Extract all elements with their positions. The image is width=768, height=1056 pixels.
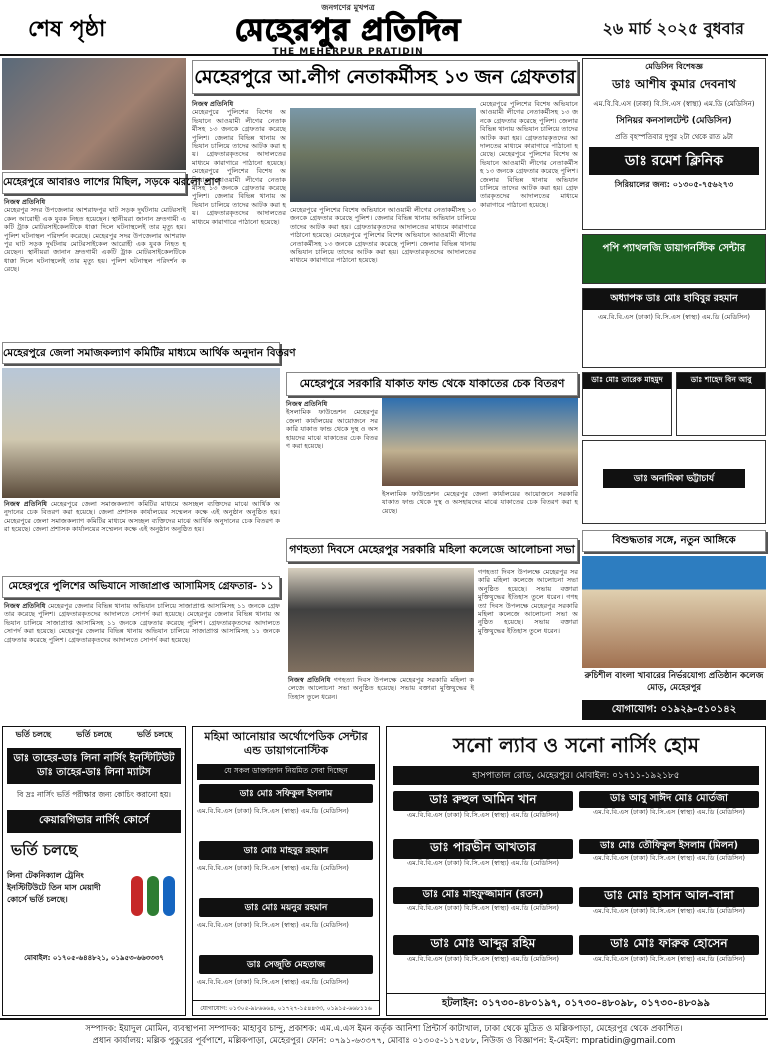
- mohima-doctor1: ডাঃ মোঃ সফিকুল ইসলাম: [199, 784, 373, 803]
- genocide-body: গণহত্যা দিবস উপলক্ষে মেহেরপুর সরকারি মহিলা কলেজে আলোচনা সভা অনুষ্ঠিত হয়েছে। সভায় বক্তারা মুক্তিযুদ্ধের ইতিহাস তুলে ধরেন।: [478, 568, 578, 602]
- hotel-caption: রুচিশীল বাংলা খাবারের নির্ভরযোগ্য প্রতিষ্ঠান কলেজ মোড়, মেহেরপুর: [584, 671, 764, 693]
- zakat-text-2: [382, 490, 578, 530]
- sono-doctor1-info: এম.বি.বি.এস (ঢাকা) বি.সি.এস (স্বাস্থ্য) এম.ডি (মেডিসিন): [407, 811, 559, 819]
- sono-doctor5-info: এম.বি.বি.এস (ঢাকা) বি.সি.এস (স্বাস্থ্য) এম.ডি (মেডিসিন): [407, 904, 559, 912]
- hotel-photo: [582, 556, 766, 668]
- sono-doctor4: ডাঃ মোঃ তৌফিকুল ইসলাম (মিলন): [579, 839, 759, 854]
- doctor1-schedule: প্রতি বৃহস্পতিবার দুপুর ২টা থেকে রাত ৯টা: [615, 133, 733, 141]
- welfare-body: মেহেরপুরে জেলা সমাজকল্যাণ কমিটির মাধ্যমে অসচ্ছল ব্যক্তিদের মাঝে আর্থিক অনুদানের চেক বিতরণ করা হয়েছে। জেলা প্রশাসক কার্যালয়ের সম্মেলন কক্ষে এই অনুষ্ঠান অনুষ্ঠিত হয়।: [4, 500, 280, 517]
- arrest-body-5: মেহেরপুরে পুলিশের বিশেষ অভিযানে আওয়ামী লীগের নেতাকর্মীসহ ১৩ জনকে গ্রেফতার করেছে পুলিশ। জেলার বিভিন্ন থানায় অভিযান চালিয়ে তাদের আটক করা হয়। গ্রেফতারকৃতদের আদালতের মাধ্যমে কারাগারে পাঠানো হয়েছে।: [290, 206, 476, 240]
- nursing-title-2: ডাঃ তাহের-ডাঃ লিনা ম্যাটস: [37, 767, 151, 778]
- admit-label-3: ভর্তি চলছে: [136, 730, 173, 739]
- doctor1-position: সিনিয়র কনসালটেন্ট (মেডিসিন): [616, 116, 732, 126]
- doctor3-name: ডাঃ মোঃ তারেক মাহমুদ: [583, 373, 671, 389]
- admit-label-1: ভর্তি চলছে: [15, 730, 52, 739]
- newspaper-logo: [198, 2, 498, 57]
- institute-logo: [121, 870, 181, 930]
- sono-doctor8-info: এম.বি.বি.এস (ঢাকা) বি.সি.এস (স্বাস্থ্য) এম.ডি (মেডিসিন): [593, 955, 745, 963]
- admit-label-2: ভর্তি চলছে: [76, 730, 112, 739]
- clinic-name: ডাঃ রমেশ ক্লিনিক: [589, 147, 759, 175]
- sono-hotline: হটলাইন: ০১৭৩০-৪৮০১৯৭, ০১৭৩০-৪৮০৯৮, ০১৭৩০-৪৮০৯৯: [387, 993, 765, 1015]
- mohima-doctor1-info: এম.বি.বি.এস (ঢাকা) বি.সি.এস (স্বাস্থ্য) এম.ডি (মেডিসিন): [197, 807, 349, 815]
- byline: নিজস্ব প্রতিনিধি: [286, 400, 328, 408]
- genocide-headline: গণহত্যা দিবসে মেহেরপুর সরকারি মহিলা কলেজে আলোচনা সভা: [286, 538, 578, 562]
- sono-doctor7-card: [393, 935, 573, 977]
- sono-doctor7-info: এম.বি.বি.এস (ঢাকা) বি.সি.এস (স্বাস্থ্য) এম.ডি (মেডিসিন): [407, 955, 559, 963]
- ramesh-clinic-ad: [582, 58, 766, 230]
- caregiver-text: লিনা টেকনিক্যাল ট্রেনিং ইনস্টিটিউটে তিন মাস মেয়াদী কোর্সে ভর্তি চলছে।: [7, 871, 101, 904]
- byline: নিজস্ব প্রতিনিধি: [4, 500, 47, 508]
- anamika-ad: [582, 440, 766, 524]
- arrest-text-col2: [290, 206, 476, 338]
- mohima-doctor2-info: এম.বি.বি.এস (ঢাকা) বি.সি.এস (স্বাস্থ্য) এম.ডি (মেডিসিন): [197, 864, 349, 872]
- police-headline: মেহেরপুরে পুলিশের অভিযানে সাজাপ্রাপ্ত আসামিসহ গ্রেফতার- ১১: [2, 576, 280, 598]
- masthead: [0, 0, 768, 56]
- diagnostic-name: পপি প্যাথলজি ডায়াগনস্টিক সেন্টার: [602, 243, 746, 254]
- issue-date: ২৬ মার্চ ২০২৫ বুধবার: [602, 19, 744, 38]
- shahed-ad: [676, 372, 766, 436]
- police-text: [4, 602, 280, 720]
- byline: নিজস্ব প্রতিনিধি: [4, 602, 46, 610]
- mohima-doctor3-info: এম.বি.বি.এস (ঢাকা) বি.সি.এস (স্বাস্থ্য) এম.ডি (মেডিসিন): [197, 921, 349, 929]
- logo-name: মেহেরপুর প্রতিদিন: [234, 13, 462, 48]
- funeral-body-cont: মেহেরপুর সদর উপজেলার আশরাফপুর ঘাট সড়ক দুর্ঘটনায় মোটরসাইকেল আরোহী এক যুবক নিহত হয়েছেন। স্থানীয়রা জানান দ্রুতগামী একটি ট্রাক মোটরসাইকেলটিকে ধাক্কা দিলে ঘটনাস্থলেই তার মৃত্যু হয়। পুলিশ ঘটনাস্থল পরিদর্শন করেছে।: [4, 231, 186, 274]
- byline: নিজস্ব প্রতিনিধি: [192, 100, 234, 108]
- caregiver-title: কেয়ারগিভার নার্সিং কোর্সে: [7, 810, 181, 833]
- sono-doctor3: ডাঃ পারভীন আখতার: [393, 839, 573, 859]
- zakat-photo: [382, 398, 578, 486]
- caregiver-admit: ভর্তি চলছে: [11, 841, 78, 859]
- zakat-headline: মেহেরপুরে সরকারি যাকাত ফান্ড থেকে যাকাতের চেক বিতরণ: [286, 372, 578, 396]
- sono-doctor8: ডাঃ মোঃ ফারুক হোসেন: [579, 935, 759, 955]
- doctor1-degree: এম.বি.বি.এস (ঢাকা) বি.সি.এস (স্বাস্থ্য) এম.ডি (মেডিসিন): [593, 100, 755, 108]
- habibur-ad: [582, 288, 766, 368]
- sono-doctor6-card: [579, 887, 759, 929]
- hotel-headline: বিশুদ্ধতার সঙ্গে, নতুন আঙ্গিকে: [582, 530, 766, 552]
- genocide-body-3: গণহত্যা দিবস উপলক্ষে মেহেরপুর সরকারি মহিলা কলেজে আলোচনা সভা অনুষ্ঠিত হয়েছে। সভায় বক্তারা মুক্তিযুদ্ধের ইতিহাস তুলে ধরেন।: [288, 676, 474, 701]
- doctor1-name: ডাঃ আশীষ কুমার দেবনাথ: [612, 77, 736, 91]
- arrest-body-4: মেহেরপুরে পুলিশের বিশেষ অভিযানে আওয়ামী লীগের নেতাকর্মীসহ ১৩ জনকে গ্রেফতার করেছে পুলিশ। জেলার বিভিন্ন থানায় অভিযান চালিয়ে তাদের আটক করা হয়। গ্রেফতারকৃতদের আদালতের মাধ্যমে কারাগারে পাঠানো হয়েছে।: [480, 150, 578, 209]
- diagnostic-ad: [582, 234, 766, 284]
- logo-english: THE MEHERPUR PRATIDIN: [272, 47, 424, 57]
- nursing-title-1: ডাঃ তাহের-ডাঃ লিনা নার্সিং ইনস্টিটিউট: [13, 753, 175, 764]
- sono-doctor6: ডাঃ মোঃ হাসান আল-বান্না: [579, 887, 759, 907]
- zakat-text: [286, 400, 378, 530]
- doctor2-name: অধ্যাপক ডাঃ মোঃ হাবিবুর রহমান: [583, 289, 765, 310]
- byline: নিজস্ব প্রতিনিধি: [4, 198, 46, 206]
- mohima-doctor2: ডাঃ মোঃ মাহবুর রহমান: [199, 841, 373, 860]
- mohima-title: মহিমা আনোয়ার অর্থোপেডিক সেন্টার এন্ড ডায়াগনোস্টিক: [204, 730, 368, 757]
- welfare-text: [4, 500, 280, 572]
- funeral-photo: [2, 58, 186, 170]
- caregiver-contact: মোবাইল: ০১৭০৫-৬৪৪৮২১, ০১৯৫৩-৬৬৩৩৩৭: [24, 954, 164, 962]
- funeral-text: [4, 198, 186, 338]
- page-label: শেষ পৃষ্ঠা: [28, 17, 106, 42]
- sono-ad: [386, 726, 766, 1016]
- sono-doctor4-card: [579, 839, 759, 881]
- nursing-ad: [2, 726, 186, 1016]
- genocide-text: [478, 568, 578, 720]
- nursing-note: বি দ্রঃ নার্সিং ভর্তি পরীক্ষার জন্য কোচিং করানো হয়।: [17, 790, 171, 799]
- mohima-doctor4-info: এম.বি.বি.এস (ঢাকা) বি.সি.এস (স্বাস্থ্য) এম.ডি (মেডিসিন): [197, 978, 349, 986]
- imprint-line-1: সম্পাদক: ইয়াদুল মোমিন, ব্যবস্থাপনা সম্পাদক: মাহাবুব চান্দু, প্রকাশক: এম.এ.এস ইমন কর্তৃক আনিশা প্রিন্টার্স কাটাখাল, ঢাকা থেকে মুদ্রিত ও মল্লিকপাড়া, মেহেরপুর থেকে প্রকাশিত।: [85, 1024, 683, 1034]
- tarek-ad: [582, 372, 672, 436]
- doctor4-name: ডাঃ শাহেদ বিন আবু: [677, 373, 765, 389]
- sono-doctor5: ডাঃ মোঃ মাহফুজ্জামান (রতন): [393, 887, 573, 904]
- logo-tagline: জনগণের মুখপত্র: [321, 3, 375, 12]
- arrest-body: মেহেরপুরে পুলিশের বিশেষ অভিযানে আওয়ামী লীগের নেতাকর্মীসহ ১৩ জনকে গ্রেফতার করেছে পুলিশ। জেলার বিভিন্ন থানায় অভিযান চালিয়ে তাদের আটক করা হয়। গ্রেফতারকৃতদের আদালতের মাধ্যমে কারাগারে পাঠানো হয়েছে।: [192, 108, 286, 167]
- arrest-body-2: মেহেরপুরে পুলিশের বিশেষ অভিযানে আওয়ামী লীগের নেতাকর্মীসহ ১৩ জনকে গ্রেফতার করেছে পুলিশ। জেলার বিভিন্ন থানায় অভিযান চালিয়ে তাদের আটক করা হয়। গ্রেফতারকৃতদের আদালতের মাধ্যমে কারাগারে পাঠানো হয়েছে।: [192, 167, 286, 226]
- mohima-contact: যোগাযোগ: ০১৩০৫-৯৮৬৬৬৪, ০১৭২৭-১৫৪৪৩৩, ০১৯১৫-৬৬৮১১৬: [193, 1000, 379, 1014]
- hotel-contact: যোগাযোগ: ০১৯২৯-৫১০১৪২: [582, 700, 766, 720]
- clinic-contact: সিরিয়ালের জন্য: ০১৩০৫-৭৫৬২৭৩: [614, 180, 734, 189]
- arrest-headline: মেহেরপুরে আ.লীগ নেতাকর্মীসহ ১৩ জন গ্রেফতার: [192, 60, 578, 94]
- welfare-body-2: মেহেরপুরে জেলা সমাজকল্যাণ কমিটির মাধ্যমে অসচ্ছল ব্যক্তিদের মাঝে আর্থিক অনুদানের চেক বিতরণ করা হয়েছে। জেলা প্রশাসক কার্যালয়ের সম্মেলন কক্ষে এই অনুষ্ঠান অনুষ্ঠিত হয়।: [4, 516, 280, 534]
- sono-doctor3-card: [393, 839, 573, 881]
- doctor5-name: ডাঃ অনামিকা ভট্টাচার্য: [603, 469, 745, 488]
- sono-doctor7: ডাঃ মোঃ আব্দুর রহিম: [393, 935, 573, 955]
- clinic-specialty: মেডিসিন বিশেষজ্ঞ: [645, 62, 703, 71]
- mohima-ad: [192, 726, 380, 1016]
- welfare-photo: [2, 368, 280, 498]
- doctor2-details: এম.বি.বি.এস (ঢাকা) বি.সি.এস (স্বাস্থ্য) এম.ডি (মেডিসিন): [598, 313, 750, 321]
- arrest-body-3: মেহেরপুরে পুলিশের বিশেষ অভিযানে আওয়ামী লীগের নেতাকর্মীসহ ১৩ জনকে গ্রেফতার করেছে পুলিশ। জেলার বিভিন্ন থানায় অভিযান চালিয়ে তাদের আটক করা হয়। গ্রেফতারকৃতদের আদালতের মাধ্যমে কারাগারে পাঠানো হয়েছে।: [480, 100, 578, 159]
- arrest-text-col1: [192, 100, 286, 338]
- sono-doctor4-info: এম.বি.বি.এস (ঢাকা) বি.সি.এস (স্বাস্থ্য) এম.ডি (মেডিসিন): [593, 854, 745, 862]
- byline: নিজস্ব প্রতিনিধি: [288, 676, 331, 684]
- funeral-headline: মেহেরপুরে আবারও লাশের মিছিল, সড়কে ঝরলো প্রাণ: [2, 172, 186, 194]
- mohima-doctor4: ডাঃ সেজুতি মেহতাজ: [199, 955, 373, 974]
- arrest-body-6: মেহেরপুরে পুলিশের বিশেষ অভিযানে আওয়ামী লীগের নেতাকর্মীসহ ১৩ জনকে গ্রেফতার করেছে পুলিশ। জেলার বিভিন্ন থানায় অভিযান চালিয়ে তাদের আটক করা হয়। গ্রেফতারকৃতদের আদালতের মাধ্যমে কারাগারে পাঠানো হয়েছে।: [290, 231, 476, 265]
- sono-doctor1-card: [393, 791, 573, 833]
- sono-doctor1: ডাঃ রুহুল আমিন খান: [393, 791, 573, 811]
- genocide-body-2: গণহত্যা দিবস উপলক্ষে মেহেরপুর সরকারি মহিলা কলেজে আলোচনা সভা অনুষ্ঠিত হয়েছে। সভায় বক্তারা মুক্তিযুদ্ধের ইতিহাস তুলে ধরেন।: [478, 593, 578, 635]
- sono-doctor2-card: [579, 791, 759, 833]
- police-body-3: মেহেরপুর জেলার বিভিন্ন থানায় অভিযান চালিয়ে সাজাপ্রাপ্ত আসামিসহ ১১ জনকে গ্রেফতার করেছে পুলিশ। গ্রেফতারকৃতদের আদালতে সোপর্দ করা হয়েছে।: [4, 627, 280, 644]
- mohima-doctor3: ডাঃ মোঃ ময়নুর রহমান: [199, 898, 373, 917]
- arrest-photo: [290, 108, 476, 202]
- sono-title: সনো ল্যাব ও সনো নার্সিং হোম: [453, 733, 699, 757]
- zakat-body: ইসলামিক ফাউন্ডেশন মেহেরপুর জেলা কার্যালয়ের আয়োজনে সরকারি যাকাত ফান্ড থেকে দুস্থ ও অসহায়দের মাঝে যাকাতের চেক বিতরণ করা হয়েছে।: [286, 408, 378, 451]
- funeral-body: মেহেরপুর সদর উপজেলার আশরাফপুর ঘাট সড়ক দুর্ঘটনায় মোটরসাইকেল আরোহী এক যুবক নিহত হয়েছেন। স্থানীয়রা জানান দ্রুতগামী একটি ট্রাক মোটরসাইকেলটিকে ধাক্কা দিলে ঘটনাস্থলেই তার মৃত্যু হয়। পুলিশ ঘটনাস্থল পরিদর্শন করেছে।: [4, 206, 186, 240]
- police-body: মেহেরপুর জেলার বিভিন্ন থানায় অভিযান চালিয়ে সাজাপ্রাপ্ত আসামিসহ ১১ জনকে গ্রেফতার করেছে পুলিশ। গ্রেফতারকৃতদের আদালতে সোপর্দ করা হয়েছে।: [4, 602, 280, 619]
- sono-subtitle: হাসপাতাল রোড, মেহেরপুর। মোবাইল: ০১৭১১-১৯২১৮৫: [393, 766, 759, 785]
- sono-doctor5-card: [393, 887, 573, 929]
- imprint-line-2: প্রধান কার্যালয়: মল্লিক পুকুরের পূর্বপাশে, মল্লিকপাড়া, মেহেরপুর। ফোন: ০৭৯১-৬৩৩৭৭, মোবাঃ ০১৩০৫-১১৭৫৮৮, নিউজ ও বিজ্ঞাপন: ই-মেইল: mpratidin@gmail.com: [92, 1036, 676, 1046]
- imprint-footer: [0, 1018, 768, 1056]
- genocide-photo: [288, 568, 474, 672]
- genocide-text-2: [288, 676, 474, 720]
- sono-doctor2: ডাঃ আবু সাঈদ মোঃ মোর্তজা: [579, 791, 759, 808]
- sono-doctor3-info: এম.বি.বি.এস (ঢাকা) বি.সি.এস (স্বাস্থ্য) এম.ডি (মেডিসিন): [407, 859, 559, 867]
- welfare-headline: মেহেরপুরে জেলা সমাজকল্যাণ কমিটির মাধ্যমে আর্থিক অনুদান বিতরণ: [2, 342, 280, 364]
- zakat-body-2: ইসলামিক ফাউন্ডেশন মেহেরপুর জেলা কার্যালয়ের আয়োজনে সরকারি যাকাত ফান্ড থেকে দুস্থ ও অসহায়দের মাঝে যাকাতের চেক বিতরণ করা হয়েছে।: [382, 490, 578, 515]
- police-body-2: মেহেরপুর জেলার বিভিন্ন থানায় অভিযান চালিয়ে সাজাপ্রাপ্ত আসামিসহ ১১ জনকে গ্রেফতার করেছে পুলিশ। গ্রেফতারকৃতদের আদালতে সোপর্দ করা হয়েছে।: [4, 610, 280, 636]
- arrest-text-col3: [480, 100, 578, 338]
- sono-doctor6-info: এম.বি.বি.এস (ঢাকা) বি.সি.এস (স্বাস্থ্য) এম.ডি (মেডিসিন): [593, 907, 745, 915]
- sono-doctor2-info: এম.বি.বি.এস (ঢাকা) বি.সি.এস (স্বাস্থ্য) এম.ডি (মেডিসিন): [593, 808, 745, 816]
- sono-doctor8-card: [579, 935, 759, 977]
- mohima-subtitle: যে সকল ডাক্তারগন নিয়মিত সেবা দিচ্ছেন: [197, 764, 375, 780]
